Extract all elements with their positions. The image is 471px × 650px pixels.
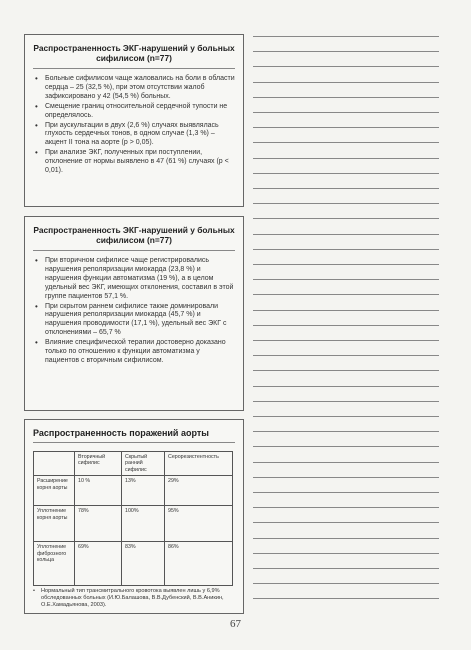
bullet-item: • Влияние специфической терапии достоверно доказано только по отношению к функции автоматизма у пациентов с вторичным сифилисом. bbox=[35, 339, 235, 366]
table-row bbox=[34, 542, 233, 586]
table-header-cell bbox=[34, 452, 75, 476]
table-cell: Уплотнение фиброзного кольца bbox=[34, 542, 75, 586]
note-line bbox=[253, 234, 439, 235]
note-line bbox=[253, 142, 439, 143]
bullet-item: • При вторичном сифилисе чаще регистрировались нарушения реполяризации миокарда (23,8 %) и нарушения функции автоматизма (19 %), а в целом удельный вес ЭКГ, имеющих отклонения, составил в этой группе пациентов 57,1 %. bbox=[35, 257, 235, 302]
table-cell: 100% bbox=[122, 506, 165, 542]
table-cell: 95% bbox=[165, 506, 233, 542]
note-line bbox=[253, 294, 439, 295]
slide-title: Распространенность поражений аорты bbox=[33, 428, 235, 443]
note-line bbox=[253, 401, 439, 402]
table-cell: 10 % bbox=[75, 476, 122, 506]
aorta-table bbox=[33, 451, 233, 586]
table-header-cell: Серорезистентность bbox=[165, 452, 233, 476]
note-line bbox=[253, 492, 439, 493]
table-header-cell: Вторичный сифилис bbox=[75, 452, 122, 476]
table-cell: 83% bbox=[122, 542, 165, 586]
note-line bbox=[253, 553, 439, 554]
note-line bbox=[253, 431, 439, 432]
table-cell: 69% bbox=[75, 542, 122, 586]
note-line bbox=[253, 462, 439, 463]
bullet-item: • Больные сифилисом чаще жаловались на боли в области сердца – 25 (32,5 %), при этом отсутствии жалоб зафиксировано у 42 (54,5 %) больных. bbox=[35, 75, 235, 102]
notes-lines bbox=[253, 36, 439, 606]
bullet-list bbox=[25, 75, 243, 176]
note-line bbox=[253, 279, 439, 280]
note-line bbox=[253, 416, 439, 417]
slides-column bbox=[24, 34, 242, 612]
footnote: • Нормальный тип трансмитрального кровотока выявлен лишь у 6,9% обследованных больных (И.Ю.Балашова, В.В.Дубенский, В.В.Аникин, О.Е.Хамадьянова, 2003). bbox=[33, 588, 237, 608]
note-line bbox=[253, 568, 439, 569]
slide-ecg-disorders-2 bbox=[24, 216, 244, 411]
note-line bbox=[253, 36, 439, 37]
note-line bbox=[253, 477, 439, 478]
table-cell: 29% bbox=[165, 476, 233, 506]
slide-title: Распространенность ЭКГ-нарушений у больных сифилисом (n=77) bbox=[33, 43, 235, 69]
bullet-item: • При анализе ЭКГ, полученных при поступлении, отклонение от нормы выявлено в 47 (61 %) случаях (р < 0,01). bbox=[35, 149, 235, 176]
note-line bbox=[253, 310, 439, 311]
note-line bbox=[253, 522, 439, 523]
note-line bbox=[253, 446, 439, 447]
note-line bbox=[253, 218, 439, 219]
note-line bbox=[253, 264, 439, 265]
table-cell: Уплотнение корня аорты bbox=[34, 506, 75, 542]
bullet-item: • При скрытом раннем сифилисе также доминировали нарушения реполяризации миокарда (45,7 %) и нарушения проводимости (17,1 %), удельный вес ЭКГ с отклонениями – 65,7 % bbox=[35, 303, 235, 339]
note-line bbox=[253, 340, 439, 341]
table-header-row bbox=[34, 452, 233, 476]
slide-aorta-lesions bbox=[24, 419, 244, 614]
note-line bbox=[253, 188, 439, 189]
note-line bbox=[253, 112, 439, 113]
table-cell: Расширение корня аорты bbox=[34, 476, 75, 506]
note-line bbox=[253, 507, 439, 508]
table-row bbox=[34, 476, 233, 506]
note-line bbox=[253, 173, 439, 174]
table-cell: 78% bbox=[75, 506, 122, 542]
note-line bbox=[253, 66, 439, 67]
slide-title: Распространенность ЭКГ-нарушений у больных сифилисом (n=77) bbox=[33, 225, 235, 251]
note-line bbox=[253, 598, 439, 599]
note-line bbox=[253, 203, 439, 204]
slide-ecg-disorders-1 bbox=[24, 34, 244, 207]
note-line bbox=[253, 325, 439, 326]
table-row bbox=[34, 506, 233, 542]
note-line bbox=[253, 583, 439, 584]
note-line bbox=[253, 51, 439, 52]
bullet-item: • При аускультации в двух (2,6 %) случаях выявлялась глухость сердечных тонов, в одном случае (1,3 %) – акцент II тона на аорте (р > 0,05). bbox=[35, 122, 235, 149]
note-line bbox=[253, 97, 439, 98]
bullet-item: • Смещение границ относительной сердечной тупости не определялось. bbox=[35, 103, 235, 121]
note-line bbox=[253, 538, 439, 539]
table-cell: 86% bbox=[165, 542, 233, 586]
note-line bbox=[253, 158, 439, 159]
bullet-list bbox=[25, 257, 243, 366]
table-header-cell: Скрытый ранний сифилис bbox=[122, 452, 165, 476]
note-line bbox=[253, 82, 439, 83]
page-number: 67 bbox=[230, 618, 241, 630]
note-line bbox=[253, 386, 439, 387]
note-line bbox=[253, 249, 439, 250]
table-cell: 13% bbox=[122, 476, 165, 506]
note-line bbox=[253, 370, 439, 371]
note-line bbox=[253, 127, 439, 128]
note-line bbox=[253, 355, 439, 356]
